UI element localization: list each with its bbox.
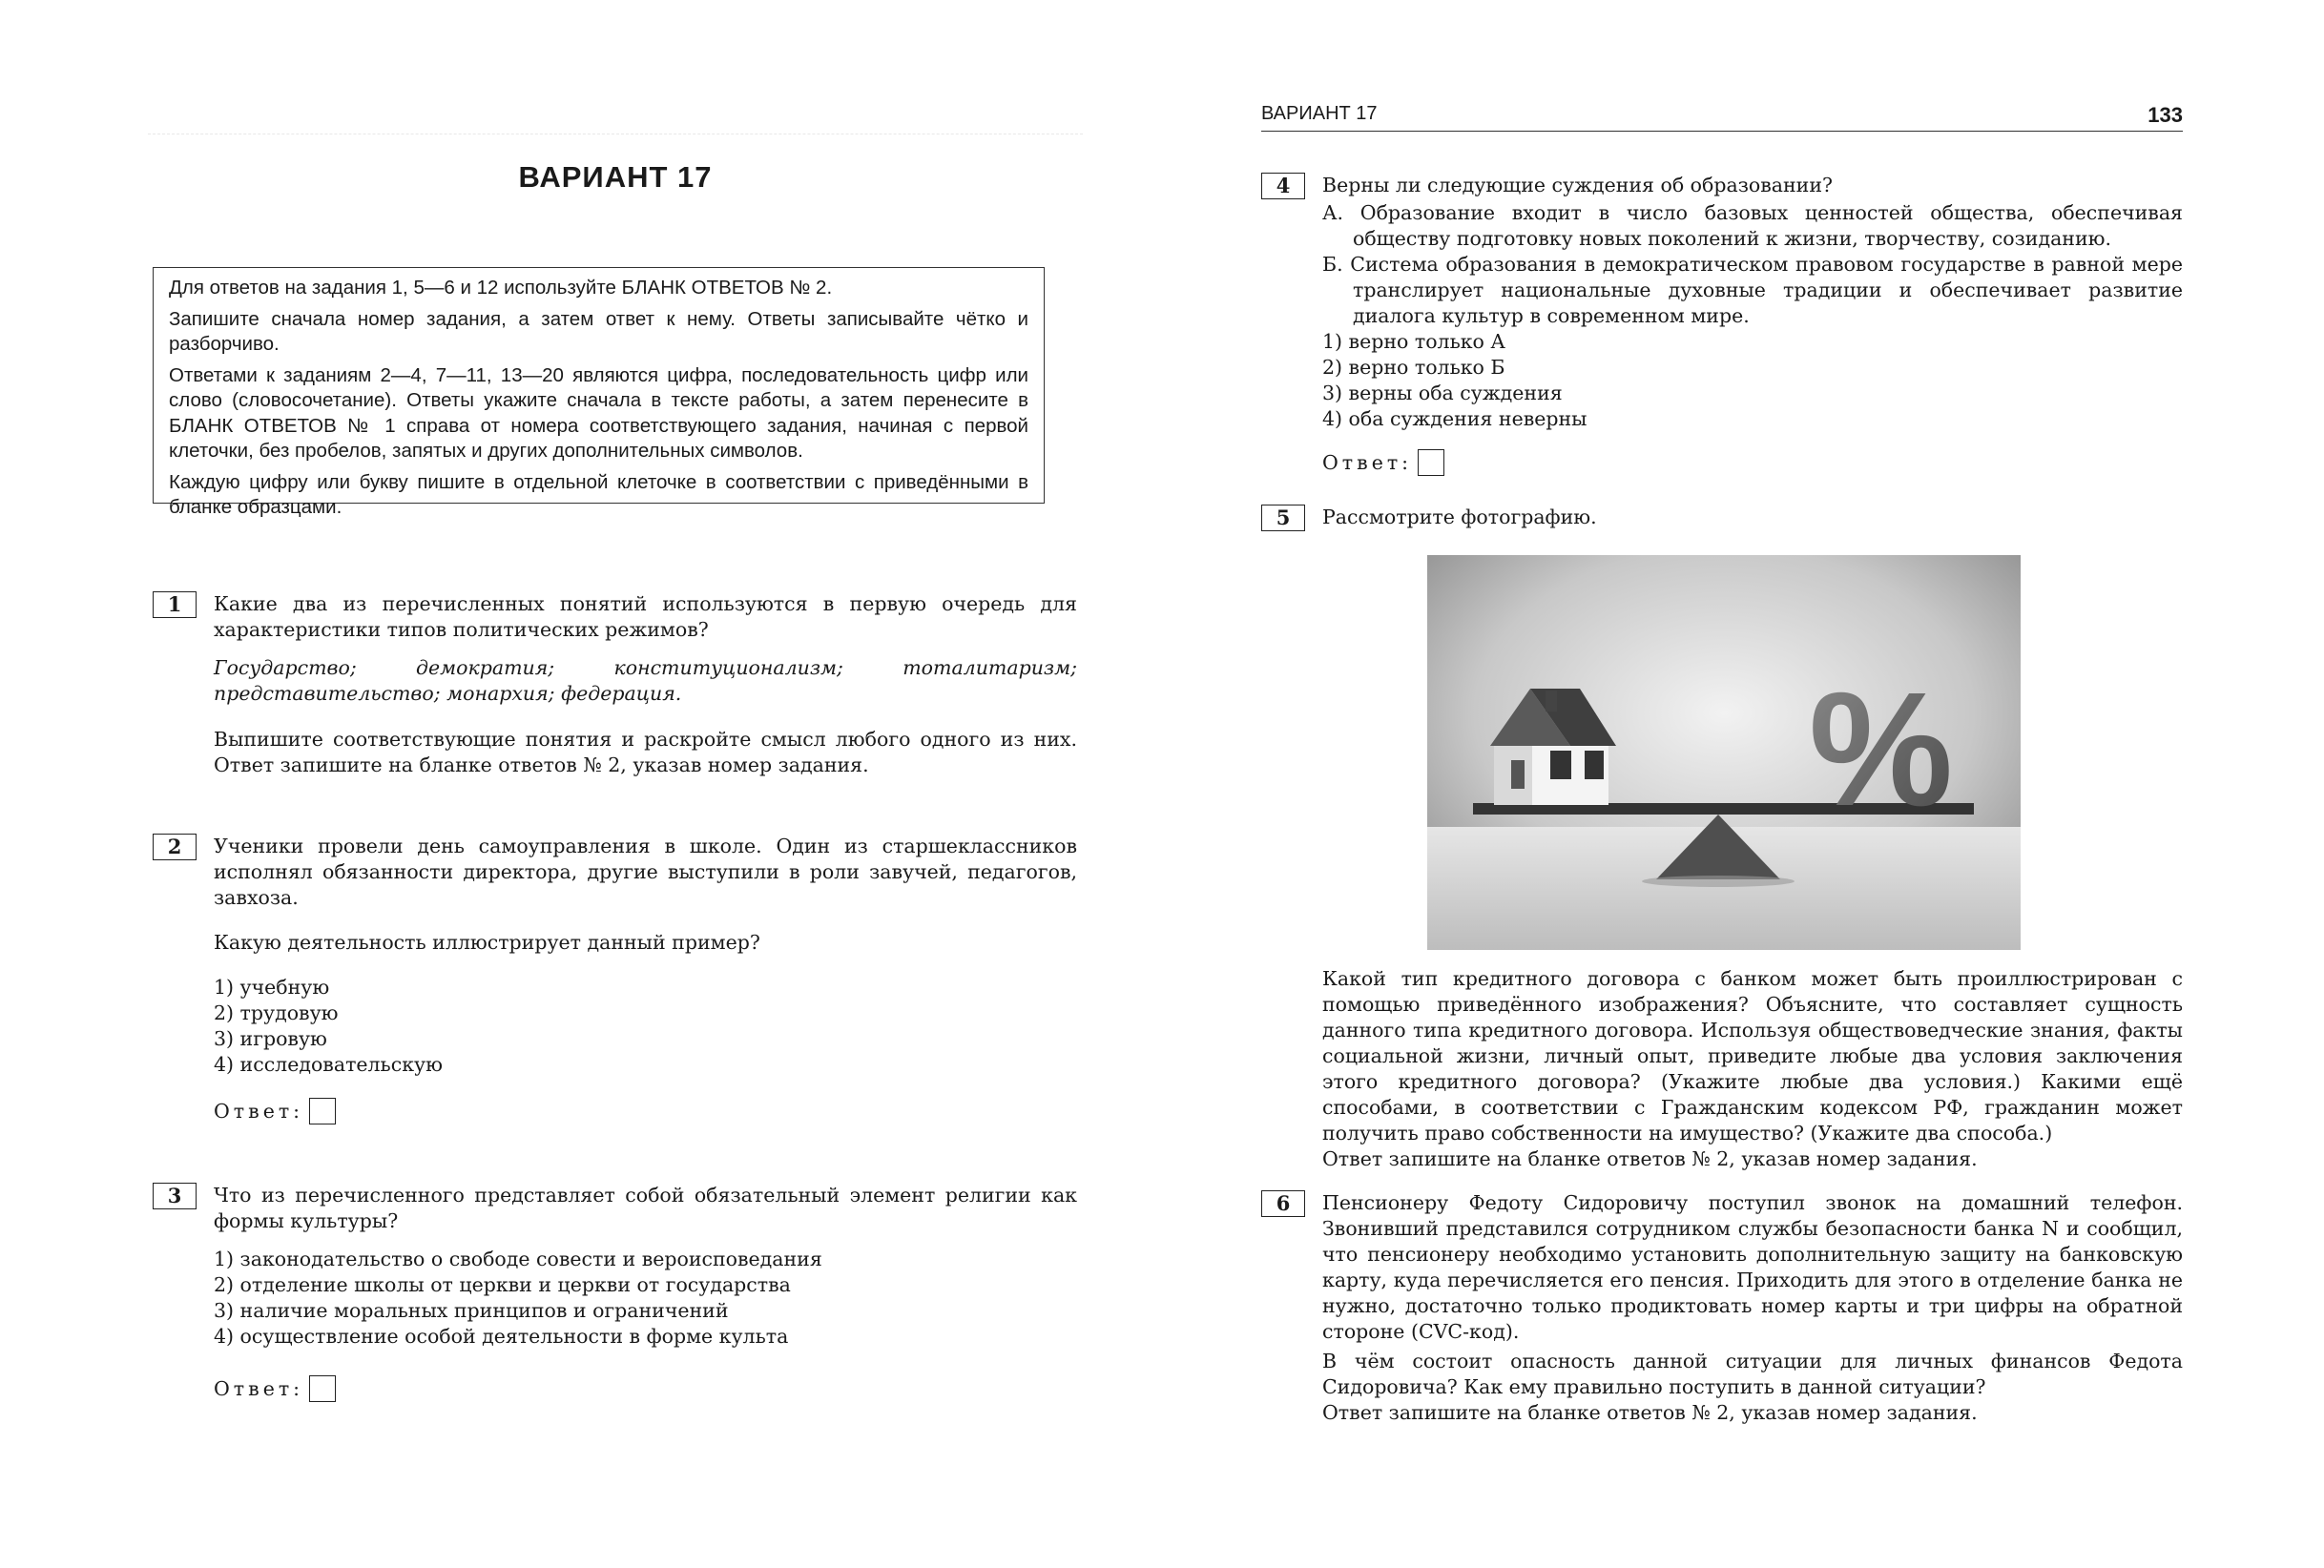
question-2 bbox=[214, 834, 1077, 1078]
question-prompt: В чём состоит опасность данной ситуации для личных финансов Федота Сидоровича? Как ему правильно поступить в данной ситуации? bbox=[1322, 1350, 2183, 1398]
question-number: 4 bbox=[1261, 173, 1305, 199]
answer-row bbox=[214, 1098, 336, 1124]
answer-label: Ответ: bbox=[214, 1377, 304, 1400]
option-item: 2) трудовую bbox=[214, 1001, 339, 1024]
option-item: 2) верно только Б bbox=[1322, 356, 1505, 379]
answer-box[interactable] bbox=[309, 1375, 336, 1402]
question-number: 3 bbox=[153, 1183, 197, 1209]
options-list bbox=[214, 975, 1077, 1078]
question-note: Ответ запишите на бланке ответов № 2, указав номер задания. bbox=[1322, 1147, 1978, 1170]
answer-box[interactable] bbox=[309, 1098, 336, 1124]
header-rule bbox=[1261, 131, 2183, 132]
option-item: 1) учебную bbox=[214, 976, 330, 999]
option-item: 3) наличие моральных принципов и ограничений bbox=[214, 1299, 729, 1322]
question-note: Ответ запишите на бланке ответов № 2, указав номер задания. bbox=[1322, 1401, 1978, 1424]
question-text: Верны ли следующие суждения об образовании? bbox=[1322, 174, 1833, 196]
statement-b: Б. Система образования в демократическом правовом государстве в равной мере транслирует национальные духовные традиции и обеспечивает развитие диалога культур в современном мире. bbox=[1322, 253, 2183, 327]
right-page bbox=[1162, 0, 2324, 1568]
instructions-box bbox=[153, 267, 1045, 518]
percent-symbol: % bbox=[1809, 659, 1954, 840]
answer-row bbox=[214, 1375, 336, 1402]
answer-box[interactable] bbox=[1418, 449, 1444, 476]
option-item: 4) исследовательскую bbox=[214, 1053, 443, 1076]
instruction-line: Каждую цифру или букву пишите в отдельной клеточке в соответствии с приведёнными в бланке образцами. bbox=[169, 470, 1028, 518]
variant-title: ВАРИАНТ 17 bbox=[518, 160, 713, 194]
page-number: 133 bbox=[2148, 103, 2183, 127]
option-item: 3) игровую bbox=[214, 1027, 327, 1050]
photo-illustration bbox=[1427, 555, 2021, 950]
option-item: 4) осуществление особой деятельности в форме культа bbox=[214, 1325, 789, 1348]
question-task: Выпишите соответствующие понятия и раскройте смысл любого одного из них. Ответ запишите на бланке ответов № 2, указав номер задания. bbox=[214, 728, 1077, 776]
answer-row bbox=[1322, 449, 1444, 476]
statement-a: А. Образование входит в число базовых ценностей общества, обеспечивая обществу подготовку новых поколений к жизни, творчеству, созиданию. bbox=[1322, 201, 2183, 250]
option-item: 1) верно только А bbox=[1322, 330, 1505, 353]
question-task: Какой тип кредитного договора с банком может быть проиллюстрирован с помощью приведённого изображения? Объясните, что составляет сущность данного типа кредитного договора. Используя обществоведческие знания, факты социальной жизни, личный опыт, приведите любые два условия заключения этого кредитного договора? (Укажите любые два условия.) Какими ещё способами, в соответствии с Гражданским кодексом РФ, гражданин может получить право собственности на имущество? (Укажите два способа.) bbox=[1322, 967, 2183, 1145]
running-head-title: ВАРИАНТ 17 bbox=[1261, 103, 1378, 124]
instruction-line: Ответами к заданиям 2—4, 7—11, 13—20 являются цифра, последовательность цифр или слово (словосочетание). Ответы укажите сначала в тексте работы, а затем перенесите в БЛАНК ОТВЕТОВ № 1 справа от номера соответствующего задания, начиная с первой клеточки, без пробелов, запятых и других дополнительных символов. bbox=[169, 363, 1028, 462]
option-item: 2) отделение школы от церкви и церкви от государства bbox=[214, 1273, 791, 1296]
question-terms: Государство; демократия; конституционализм; тоталитаризм; представительство; монархия; федерация. bbox=[214, 656, 1077, 705]
question-prompt: Какую деятельность иллюстрирует данный пример? bbox=[214, 931, 760, 954]
options-list bbox=[1322, 329, 2183, 432]
option-item: 3) верны оба суждения bbox=[1322, 382, 1563, 404]
question-text: Ученики провели день самоуправления в школе. Один из старшеклассников исполнял обязанности директора, другие выступили в роли завучей, педагогов, завхоза. bbox=[214, 835, 1077, 909]
question-4 bbox=[1322, 173, 2183, 432]
question-text: Какие два из перечисленных понятий используются в первую очередь для характеристики типов политических режимов? bbox=[214, 592, 1077, 641]
question-number: 1 bbox=[153, 591, 197, 618]
question-3 bbox=[214, 1183, 1077, 1350]
instruction-line: Для ответов на задания 1, 5—6 и 12 используйте БЛАНК ОТВЕТОВ № 2. bbox=[169, 277, 833, 299]
question-5-task bbox=[1322, 966, 2183, 1172]
question-number: 5 bbox=[1261, 505, 1305, 531]
house-percent-photo bbox=[1427, 555, 2021, 950]
question-text: Пенсионеру Федоту Сидоровичу поступил звонок на домашний телефон. Звонивший представился сотрудником службы безопасности банка N и сообщил, что пенсионеру необходимо установить дополнительную защиту на банковскую карту, куда перечисляется его пенсия. Приходить для этого в отделение банка не нужно, достаточно только продиктовать номер карты и три цифры на обратной стороне (CVC-код). bbox=[1322, 1191, 2183, 1343]
options-list bbox=[214, 1247, 1077, 1350]
question-1 bbox=[214, 591, 1077, 778]
answer-label: Ответ: bbox=[1322, 451, 1413, 474]
instruction-line: Запишите сначала номер задания, а затем ответ к нему. Ответы записывайте чётко и разборчиво. bbox=[169, 307, 1028, 355]
option-item: 1) законодательство о свободе совести и вероисповедания bbox=[214, 1248, 822, 1270]
option-item: 4) оба суждения неверны bbox=[1322, 407, 1587, 430]
question-text: Что из перечисленного представляет собой обязательный элемент религии как формы культуры? bbox=[214, 1184, 1077, 1232]
answer-label: Ответ: bbox=[214, 1100, 304, 1123]
question-number: 2 bbox=[153, 834, 197, 860]
question-5-prompt: Рассмотрите фотографию. bbox=[1322, 505, 1597, 528]
question-number: 6 bbox=[1261, 1190, 1305, 1217]
question-6 bbox=[1322, 1190, 2183, 1426]
